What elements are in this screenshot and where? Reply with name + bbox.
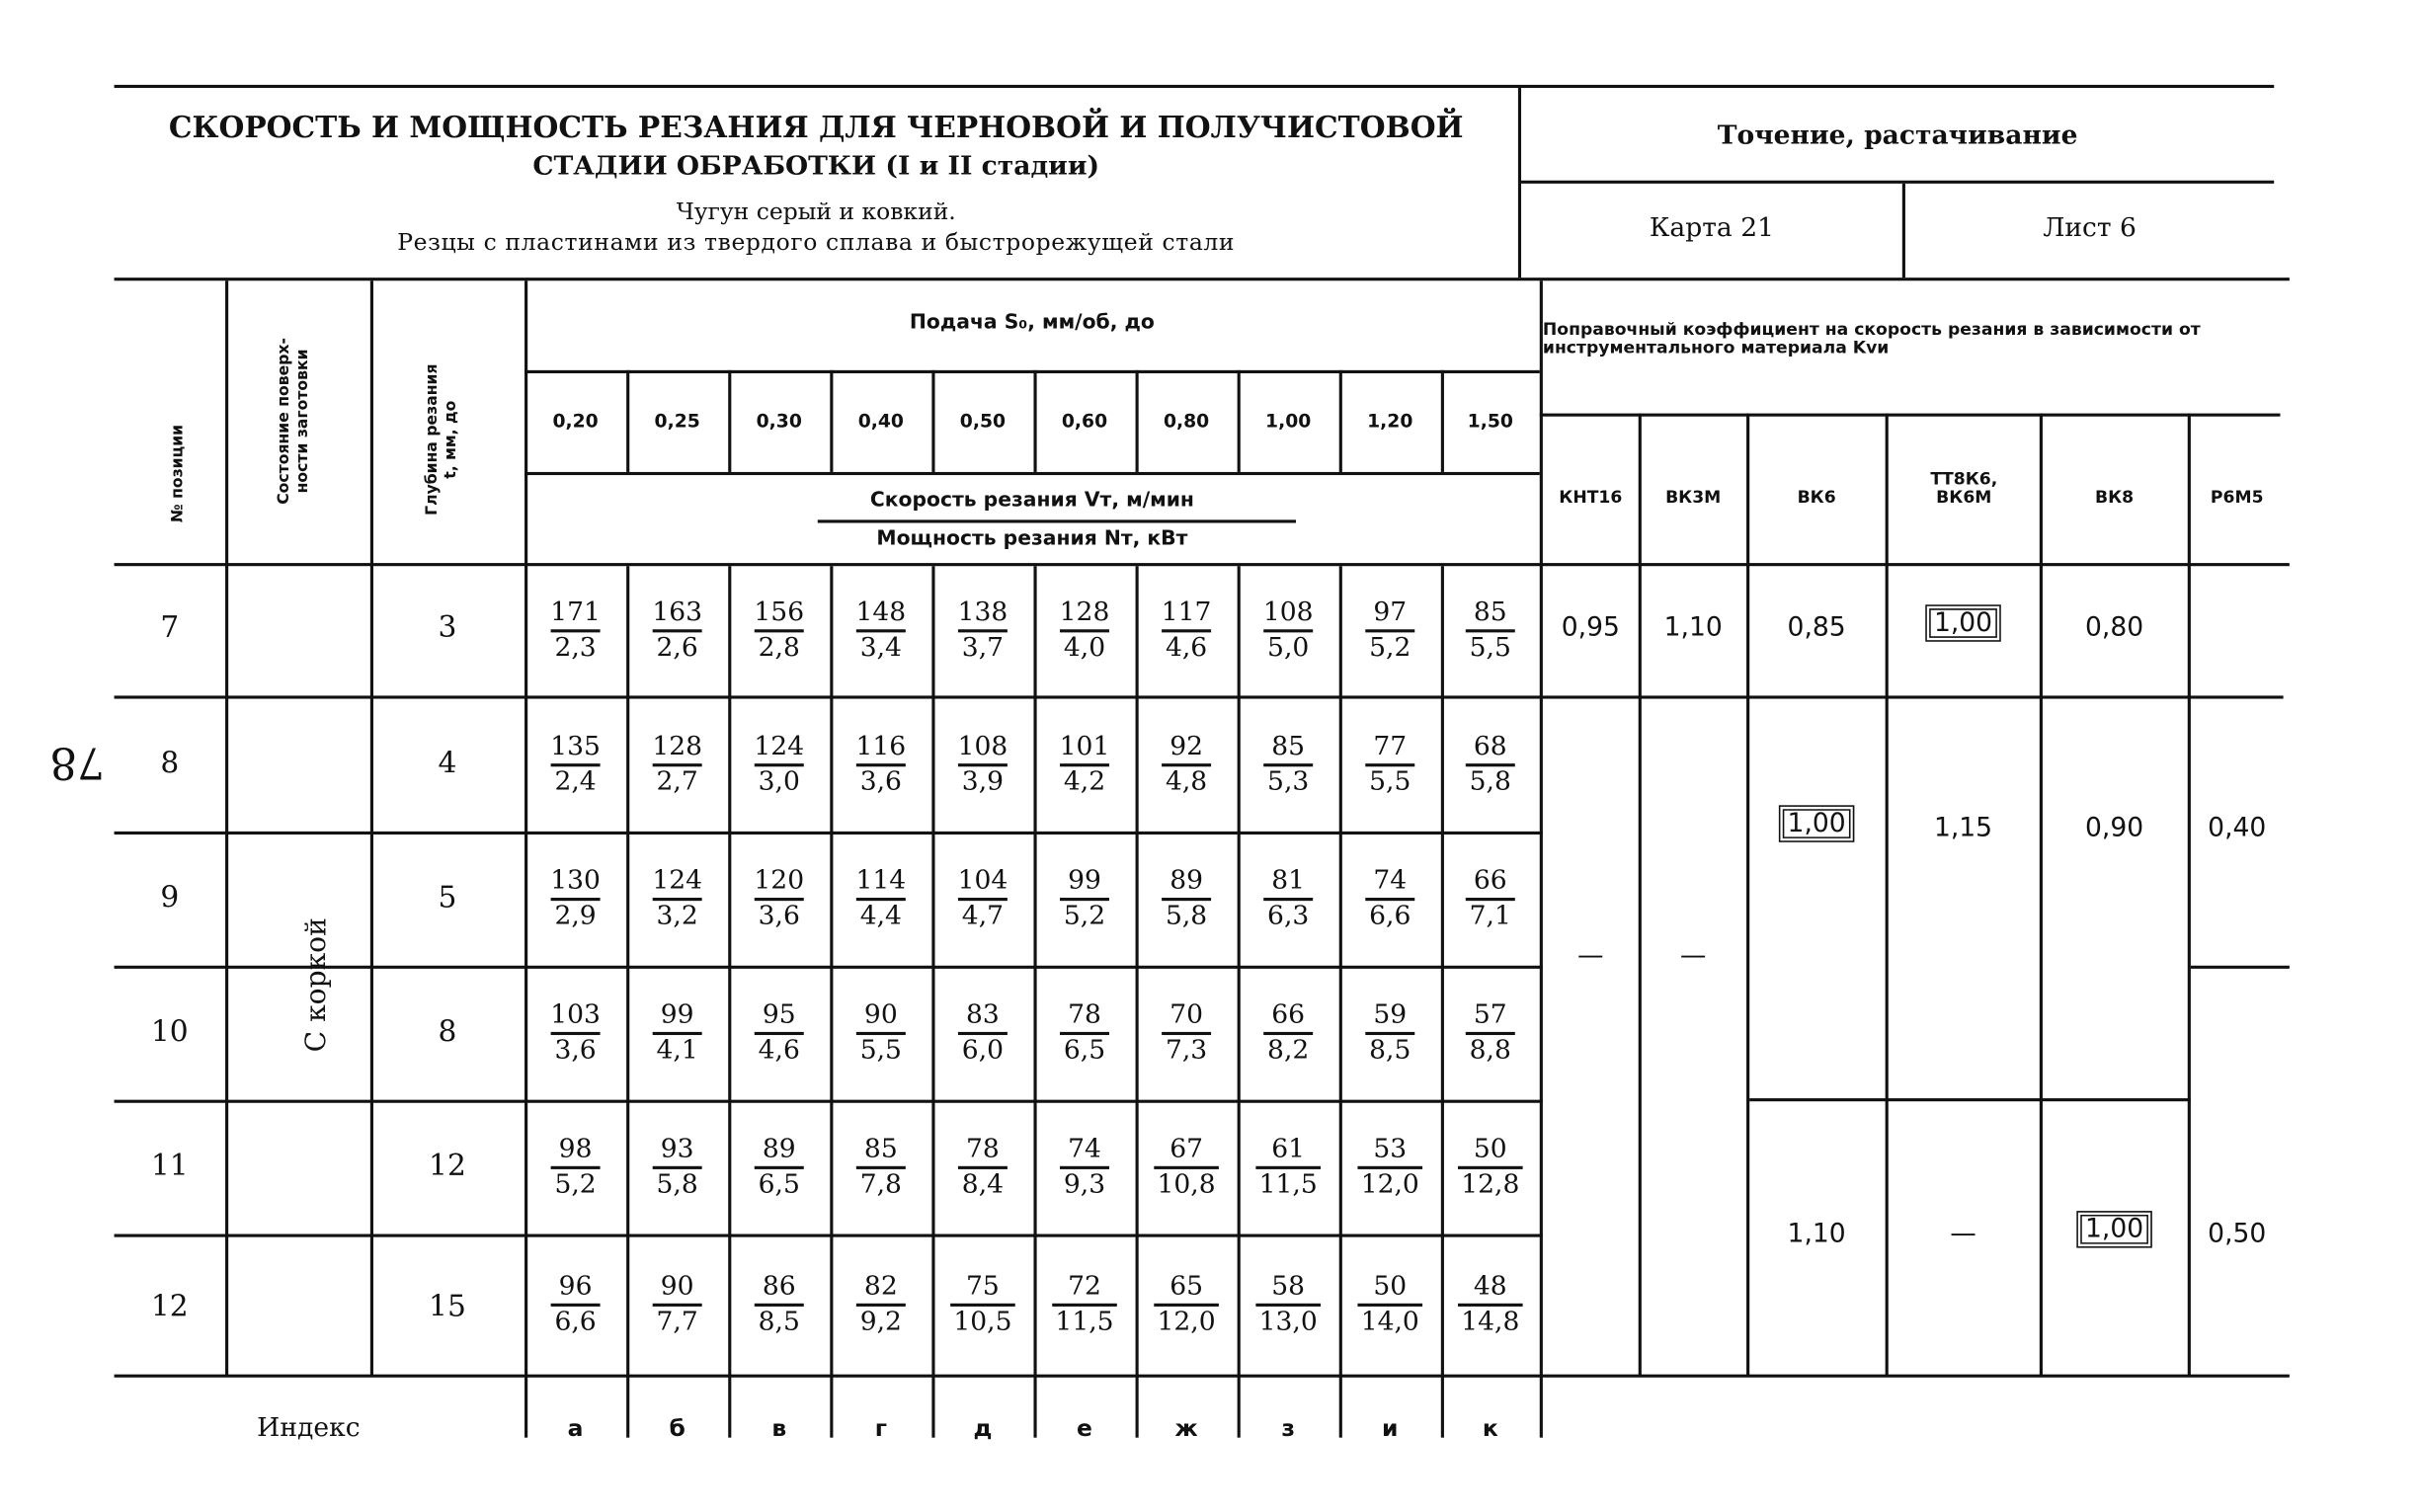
coef-tt8k6-row7-cell xyxy=(1887,607,2040,638)
cutting-power: 8,8 xyxy=(1467,1032,1514,1065)
cutting-power: 10,8 xyxy=(1154,1166,1218,1199)
cutting-speed: 93 xyxy=(660,1133,694,1165)
row-position: 12 xyxy=(150,1289,189,1324)
speed-label: Скорость резания Vт, м/мин xyxy=(869,489,1194,513)
coef-tt8k6-mid: 1,15 xyxy=(1933,813,1993,844)
cutting-power: 7,3 xyxy=(1163,1032,1210,1065)
cutting-speed: 50 xyxy=(1473,1133,1507,1165)
row-depth: 4 xyxy=(438,746,457,781)
feed-value: 0,20 xyxy=(552,410,599,433)
speed-power-cell xyxy=(626,1101,728,1233)
cutting-speed: 90 xyxy=(660,1271,694,1303)
cutting-speed: 59 xyxy=(1373,999,1408,1031)
cutting-power: 3,0 xyxy=(756,762,803,795)
cutting-speed: 68 xyxy=(1473,730,1507,761)
cutting-power: 7,8 xyxy=(857,1166,905,1199)
cutting-speed: 114 xyxy=(855,865,907,897)
index-letter: в xyxy=(771,1414,787,1443)
speed-power-cell xyxy=(1136,833,1238,965)
speed-power-cell xyxy=(1136,967,1238,1099)
speed-power-cell xyxy=(931,697,1033,832)
cutting-speed: 138 xyxy=(957,597,1008,628)
surface-state-value: С коркой xyxy=(299,917,333,1053)
cutting-power: 3,9 xyxy=(959,762,1007,795)
feed-value: 0,40 xyxy=(857,410,904,433)
cutting-speed: 97 xyxy=(1373,597,1408,628)
cutting-speed: 98 xyxy=(558,1133,593,1165)
row-depth: 3 xyxy=(438,610,457,645)
row-position: 7 xyxy=(160,610,180,645)
feed-value: 0,60 xyxy=(1061,410,1108,433)
cutting-power: 5,5 xyxy=(1366,762,1413,795)
cutting-power: 2,4 xyxy=(551,762,599,795)
coef-tt8k6-low: — xyxy=(1950,1218,1976,1250)
cutting-power: 12,0 xyxy=(1358,1166,1422,1199)
speed-power-cell xyxy=(524,1235,626,1375)
cutting-power: 8,5 xyxy=(1366,1032,1413,1065)
speed-power-cell xyxy=(626,1235,728,1375)
cutting-power: 5,5 xyxy=(1467,629,1514,662)
cutting-power: 3,6 xyxy=(756,898,803,930)
speed-power-cell xyxy=(728,833,830,965)
coefficient-header: Поправочный коэффициент на скорость резания в зависимости от инструментального материала Kvи xyxy=(1542,319,2201,358)
cutting-speed: 85 xyxy=(1271,730,1306,761)
cutting-speed: 77 xyxy=(1373,730,1408,761)
speed-power-cell xyxy=(1339,697,1441,832)
row-position: 10 xyxy=(150,1014,189,1050)
cutting-speed: 48 xyxy=(1473,1271,1507,1303)
speed-power-cell xyxy=(1033,1101,1135,1233)
cutting-power: 4,2 xyxy=(1061,762,1108,795)
cutting-speed: 135 xyxy=(550,730,601,761)
cutting-power: 8,5 xyxy=(756,1304,803,1336)
cutting-power: 5,5 xyxy=(857,1032,905,1065)
cutting-speed: 95 xyxy=(762,999,796,1031)
cutting-speed: 74 xyxy=(1373,865,1408,897)
cutting-speed: 124 xyxy=(754,730,805,761)
cutting-speed: 128 xyxy=(652,730,703,761)
cutting-speed: 75 xyxy=(966,1271,1000,1303)
speed-power-cell xyxy=(626,967,728,1099)
speed-power-cell xyxy=(931,1235,1033,1375)
coef-vk6-low: 1,10 xyxy=(1787,1218,1846,1250)
subtitle-line-1: Чугун серый и ковкий. xyxy=(676,197,956,226)
cutting-power: 11,5 xyxy=(1255,1166,1320,1199)
cutting-power: 5,0 xyxy=(1264,629,1312,662)
sheet-number: Лист 6 xyxy=(2043,212,2137,244)
page-number: 78 xyxy=(49,737,105,789)
operation-title: Точение, растачивание xyxy=(1717,119,2078,152)
index-letter: к xyxy=(1482,1414,1498,1443)
speed-power-cell xyxy=(728,967,830,1099)
coef-vk6-mid: 1,00 xyxy=(1778,805,1855,841)
row-position: 8 xyxy=(160,746,180,781)
cutting-speed: 66 xyxy=(1473,865,1507,897)
row-depth: 5 xyxy=(438,880,457,915)
speed-power-cell xyxy=(1238,833,1339,965)
cutting-speed: 72 xyxy=(1068,1271,1101,1303)
speed-power-cell xyxy=(830,697,931,832)
coef-knt16-row7: 0,95 xyxy=(1561,612,1620,644)
cutting-power: 6,5 xyxy=(756,1166,803,1199)
surface-state-header: Состояние поверх- ности заготовки xyxy=(276,338,311,505)
coef-tt8k6-row7: 1,00 xyxy=(1925,604,2002,641)
cutting-speed: 96 xyxy=(558,1271,593,1303)
speed-power-cell xyxy=(1136,697,1238,832)
index-letter: е xyxy=(1077,1414,1092,1443)
cutting-power: 5,2 xyxy=(1366,629,1413,662)
cutting-speed: 66 xyxy=(1271,999,1306,1031)
speed-power-cell xyxy=(830,967,931,1099)
cutting-power: 5,8 xyxy=(653,1166,700,1199)
cutting-speed: 67 xyxy=(1169,1133,1203,1165)
cutting-power: 10,5 xyxy=(950,1304,1014,1336)
speed-power-cell xyxy=(931,967,1033,1099)
cutting-speed: 53 xyxy=(1373,1133,1408,1165)
speed-power-cell xyxy=(1441,1101,1540,1233)
cutting-speed: 86 xyxy=(762,1271,796,1303)
cutting-power: 12,8 xyxy=(1458,1166,1522,1199)
row-position: 9 xyxy=(160,880,180,915)
speed-power-cell xyxy=(1238,697,1339,832)
cutting-power: 8,4 xyxy=(959,1166,1007,1199)
speed-power-cell xyxy=(728,566,830,695)
speed-power-cell xyxy=(931,833,1033,965)
subtitle-line-2: Резцы с пластинами из твердого сплава и быстрорежущей стали xyxy=(397,228,1236,257)
cutting-power: 14,0 xyxy=(1358,1304,1422,1336)
cutting-power: 3,6 xyxy=(857,762,905,795)
index-label: Индекс xyxy=(257,1412,361,1444)
cutting-power: 7,1 xyxy=(1467,898,1514,930)
cutting-speed: 148 xyxy=(855,597,907,628)
speed-power-cell xyxy=(1033,697,1135,832)
coef-vk8-row7: 0,80 xyxy=(2085,612,2144,644)
row-depth: 15 xyxy=(429,1289,466,1324)
cutting-speed: 85 xyxy=(1473,597,1507,628)
speed-power-cell xyxy=(728,1101,830,1233)
speed-power-cell xyxy=(1238,1235,1339,1375)
cutting-power: 6,0 xyxy=(959,1032,1007,1065)
cutting-speed: 171 xyxy=(550,597,601,628)
speed-power-cell xyxy=(1339,967,1441,1099)
speed-power-cell xyxy=(1339,833,1441,965)
index-letter: ж xyxy=(1174,1414,1198,1443)
material-vk6: ВК6 xyxy=(1797,487,1836,508)
material-tt8k6: ТТ8К6, ВК6М xyxy=(1930,468,1998,509)
cutting-speed: 156 xyxy=(754,597,805,628)
speed-power-cell xyxy=(1441,833,1540,965)
feed-value: 0,80 xyxy=(1163,410,1210,433)
cutting-speed: 82 xyxy=(863,1271,898,1303)
speed-power-cell xyxy=(524,697,626,832)
cutting-power: 4,4 xyxy=(857,898,905,930)
speed-power-cell xyxy=(1339,1101,1441,1233)
speed-power-cell xyxy=(1136,566,1238,695)
speed-power-cell xyxy=(931,1101,1033,1233)
cutting-power: 14,8 xyxy=(1458,1304,1522,1336)
speed-power-cell xyxy=(1441,1235,1540,1375)
index-letter: г xyxy=(874,1414,887,1443)
speed-power-cell xyxy=(626,566,728,695)
speed-power-cell xyxy=(728,1235,830,1375)
feed-value: 1,50 xyxy=(1467,410,1513,433)
cutting-speed: 81 xyxy=(1271,865,1306,897)
cutting-power: 3,4 xyxy=(857,629,905,662)
cutting-power: 3,2 xyxy=(653,898,700,930)
speed-power-cell xyxy=(830,833,931,965)
cutting-power: 4,6 xyxy=(756,1032,803,1065)
cutting-speed: 163 xyxy=(652,597,703,628)
cutting-power: 2,3 xyxy=(551,629,599,662)
cutting-speed: 83 xyxy=(966,999,1000,1031)
position-no-header: № позиции xyxy=(169,424,187,523)
cutting-power: 9,3 xyxy=(1061,1166,1108,1199)
cutting-power: 2,6 xyxy=(653,629,700,662)
speed-power-cell xyxy=(1238,566,1339,695)
speed-power-cell xyxy=(830,1235,931,1375)
speed-power-cell xyxy=(1441,967,1540,1099)
cutting-power: 5,3 xyxy=(1264,762,1312,795)
feed-value: 0,25 xyxy=(654,410,700,433)
cutting-power: 6,6 xyxy=(551,1304,599,1336)
speed-power-cell xyxy=(1033,1235,1135,1375)
cutting-power: 4,0 xyxy=(1061,629,1108,662)
cutting-power: 2,8 xyxy=(756,629,803,662)
cutting-speed: 65 xyxy=(1169,1271,1203,1303)
row-position: 11 xyxy=(150,1149,189,1183)
speed-power-cell xyxy=(1033,967,1135,1099)
coef-vk8-low: 1,00 xyxy=(2076,1211,2153,1247)
speed-power-cell xyxy=(524,833,626,965)
cutting-speed: 74 xyxy=(1068,1133,1101,1165)
cutting-speed: 104 xyxy=(957,865,1008,897)
cutting-speed: 58 xyxy=(1271,1271,1306,1303)
speed-power-cell xyxy=(524,967,626,1099)
speed-power-cell xyxy=(1238,1101,1339,1233)
cutting-speed: 116 xyxy=(855,730,907,761)
cutting-speed: 128 xyxy=(1059,597,1110,628)
cutting-speed: 89 xyxy=(762,1133,796,1165)
coef-vk3m-row7: 1,10 xyxy=(1663,612,1723,644)
cutting-power: 12,0 xyxy=(1154,1304,1218,1336)
cutting-speed: 120 xyxy=(754,865,805,897)
feed-value: 0,50 xyxy=(959,410,1007,433)
cutting-power: 11,5 xyxy=(1052,1304,1116,1336)
speed-power-cell xyxy=(1441,566,1540,695)
cutting-speed: 89 xyxy=(1169,865,1203,897)
speed-power-cell xyxy=(626,697,728,832)
speed-power-cell xyxy=(1136,1235,1238,1375)
index-letter: и xyxy=(1382,1414,1399,1443)
cutting-speed: 85 xyxy=(863,1133,898,1165)
coef-r6m5-low: 0,50 xyxy=(2208,1218,2267,1250)
coef-vk8-low-cell xyxy=(2041,1214,2187,1244)
cutting-speed: 50 xyxy=(1373,1271,1408,1303)
feed-value: 0,30 xyxy=(756,410,802,433)
cutting-power: 4,7 xyxy=(959,898,1007,930)
cutting-power: 9,2 xyxy=(857,1304,905,1336)
cutting-speed: 103 xyxy=(550,999,601,1031)
row-depth: 12 xyxy=(429,1149,466,1183)
speed-power-cell xyxy=(830,1101,931,1233)
cutting-power: 4,8 xyxy=(1163,762,1210,795)
index-letter: з xyxy=(1281,1414,1295,1443)
cutting-speed: 117 xyxy=(1161,597,1212,628)
speed-power-cell xyxy=(524,1101,626,1233)
cutting-speed: 90 xyxy=(863,999,898,1031)
cutting-speed: 78 xyxy=(1068,999,1101,1031)
cutting-power: 7,7 xyxy=(653,1304,700,1336)
cutting-power: 5,2 xyxy=(551,1166,599,1199)
coef-vk8-mid: 0,90 xyxy=(2085,813,2144,844)
cutting-power: 3,7 xyxy=(959,629,1007,662)
feed-value: 1,20 xyxy=(1367,410,1413,433)
cutting-speed: 61 xyxy=(1271,1133,1306,1165)
depth-header: Глубина резания t, мм, до xyxy=(424,363,459,516)
cutting-speed: 130 xyxy=(550,865,601,897)
speed-power-cell xyxy=(830,566,931,695)
cutting-power: 13,0 xyxy=(1255,1304,1320,1336)
speed-power-cell xyxy=(524,566,626,695)
speed-power-cell xyxy=(728,697,830,832)
cutting-power: 2,9 xyxy=(551,898,599,930)
power-label: Мощность резания Nт, кВт xyxy=(876,527,1188,551)
title-line-1: СКОРОСТЬ И МОЩНОСТЬ РЕЗАНИЯ ДЛЯ ЧЕРНОВОЙ И ПОЛУЧИСТОВОЙ xyxy=(168,111,1464,145)
cutting-speed: 99 xyxy=(660,999,694,1031)
cutting-power: 2,7 xyxy=(653,762,700,795)
title-line-2: СТАДИИ ОБРАБОТКИ (I и II стадии) xyxy=(532,151,1100,183)
material-vk3m: ВК3М xyxy=(1665,487,1722,508)
cutting-power: 4,6 xyxy=(1163,629,1210,662)
cutting-power: 5,8 xyxy=(1467,762,1514,795)
cutting-power: 5,8 xyxy=(1163,898,1210,930)
cutting-speed: 108 xyxy=(957,730,1008,761)
material-r6m5: Р6М5 xyxy=(2210,487,2264,508)
cutting-power: 6,6 xyxy=(1366,898,1413,930)
speed-power-cell xyxy=(1238,967,1339,1099)
cutting-power: 6,3 xyxy=(1264,898,1312,930)
row-depth: 8 xyxy=(438,1014,457,1050)
speed-power-cell xyxy=(626,833,728,965)
cutting-power: 8,2 xyxy=(1264,1032,1312,1065)
cutting-power: 3,6 xyxy=(551,1032,599,1065)
coef-vk3m-dash: — xyxy=(1679,940,1707,972)
cutting-speed: 101 xyxy=(1059,730,1110,761)
cutting-speed: 124 xyxy=(652,865,703,897)
speed-power-cell xyxy=(1339,566,1441,695)
index-letter: а xyxy=(567,1414,584,1443)
cutting-power: 4,1 xyxy=(653,1032,700,1065)
cutting-speed: 78 xyxy=(966,1133,1000,1165)
cutting-speed: 57 xyxy=(1473,999,1507,1031)
feed-header: Подача S₀, мм/об, до xyxy=(909,311,1155,335)
index-letter: б xyxy=(669,1414,685,1443)
index-letter: д xyxy=(973,1414,993,1443)
material-vk8: ВК8 xyxy=(2095,487,2135,508)
cutting-speed: 92 xyxy=(1169,730,1203,761)
speed-power-cell xyxy=(1033,566,1135,695)
speed-power-cell xyxy=(931,566,1033,695)
material-knt16: КНТ16 xyxy=(1559,487,1623,508)
card-number: Карта 21 xyxy=(1649,212,1774,244)
speed-power-cell xyxy=(1441,697,1540,832)
coef-vk6-row7: 0,85 xyxy=(1787,612,1846,644)
cutting-power: 6,5 xyxy=(1061,1032,1108,1065)
speed-power-cell xyxy=(1033,833,1135,965)
coef-knt16-dash: — xyxy=(1577,940,1604,972)
coef-vk6-mid-cell xyxy=(1748,808,1886,838)
speed-power-cell xyxy=(1339,1235,1441,1375)
feed-value: 1,00 xyxy=(1265,410,1312,433)
cutting-speed: 70 xyxy=(1169,999,1203,1031)
cutting-speed: 99 xyxy=(1068,865,1101,897)
coef-r6m5-mid: 0,40 xyxy=(2208,813,2267,844)
cutting-power: 5,2 xyxy=(1061,898,1108,930)
speed-power-cell xyxy=(1136,1101,1238,1233)
cutting-speed: 108 xyxy=(1262,597,1314,628)
